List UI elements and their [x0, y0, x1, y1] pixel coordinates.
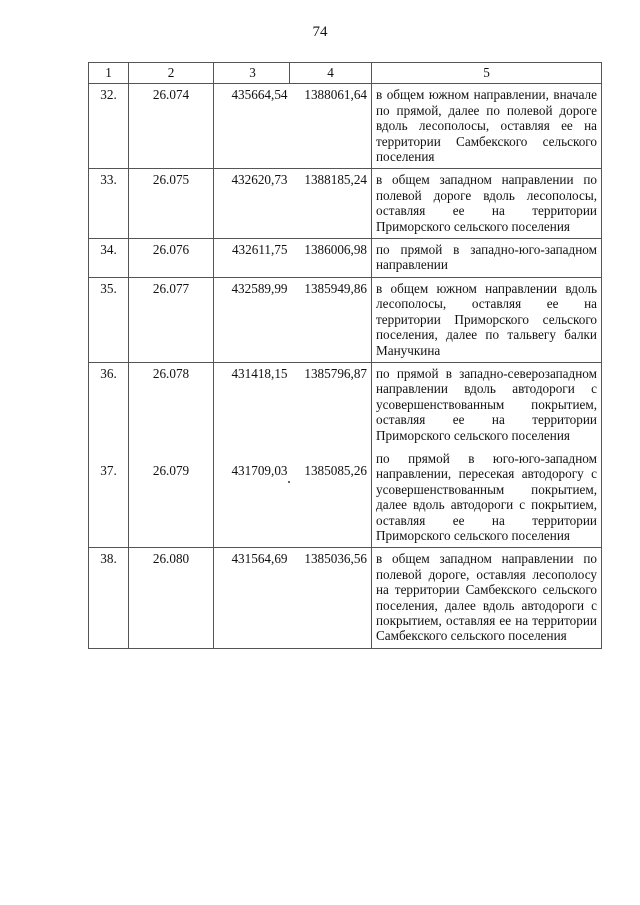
point-id: 26.080 — [129, 548, 214, 648]
boundary-table — [88, 62, 602, 649]
row-number: 34. — [89, 239, 129, 278]
header-col-4: 4 — [290, 63, 372, 84]
boundary-description: в общем южном направлении вдоль лесополосы, оставляя ее на территории Приморского сельского поселения, далее по тальвегу балки Манучкина — [372, 277, 602, 362]
point-id: 26.077 — [129, 277, 214, 362]
coord-y: 1385085,26 — [290, 447, 372, 548]
row-number: 35. — [89, 277, 129, 362]
coord-y: 1388185,24 — [290, 169, 372, 239]
coord-y: 1385796,87 — [290, 362, 372, 447]
coord-x: 431564,69 — [214, 548, 290, 648]
coord-y: 1385036,56 — [290, 548, 372, 648]
point-id: 26.078 — [129, 362, 214, 447]
header-col-1: 1 — [89, 63, 129, 84]
coord-y: 1386006,98 — [290, 239, 372, 278]
row-number: 33. — [89, 169, 129, 239]
coord-x: 431709,03 — [214, 447, 290, 548]
header-col-3: 3 — [214, 63, 290, 84]
boundary-description: по прямой в западно-северозападном направлении вдоль автодороги с усовершенствованным покрытием, оставляя ее на территории Приморского сельского поселения — [372, 362, 602, 447]
row-number: 37. — [89, 447, 129, 548]
table-row — [89, 277, 602, 362]
table-row — [89, 169, 602, 239]
boundary-description: в общем западном направлении по полевой дороге вдоль лесополосы, оставляя ее на территории Приморского сельского поселения — [372, 169, 602, 239]
point-id: 26.075 — [129, 169, 214, 239]
table-row — [89, 548, 602, 648]
row-number: 36. — [89, 362, 129, 447]
point-id: 26.076 — [129, 239, 214, 278]
scan-speck — [288, 481, 290, 483]
table-header-row — [89, 63, 602, 84]
point-id: 26.074 — [129, 84, 214, 169]
point-id: 26.079 — [129, 447, 214, 548]
boundary-description: в общем южном направлении, вначале по прямой, далее по полевой дороге вдоль лесополосы, оставляя ее на территории Самбекского сельского поселения — [372, 84, 602, 169]
row-number: 32. — [89, 84, 129, 169]
boundary-description: в общем западном направлении по полевой дороге, оставляя лесополосу на территории Самбекского сельского поселения, далее вдоль автодороги с покрытием, оставляя ее на территории Самбекского сельского поселения — [372, 548, 602, 648]
header-col-5: 5 — [372, 63, 602, 84]
table-row — [89, 239, 602, 278]
table-row — [89, 447, 602, 548]
coord-x: 431418,15 — [214, 362, 290, 447]
coord-x: 435664,54 — [214, 84, 290, 169]
boundary-description: по прямой в юго-юго-западном направлении, пересекая автодорогу с усовершенствованным покрытием, далее вдоль автодороги с покрытием, оставляя ее на территории Приморского сельского поселения — [372, 447, 602, 548]
coord-x: 432620,73 — [214, 169, 290, 239]
page-number: 74 — [312, 24, 328, 40]
row-number: 38. — [89, 548, 129, 648]
header-col-2: 2 — [129, 63, 214, 84]
table-row — [89, 362, 602, 447]
table-row — [89, 84, 602, 169]
coord-x: 432611,75 — [214, 239, 290, 278]
coord-y: 1388061,64 — [290, 84, 372, 169]
coord-y: 1385949,86 — [290, 277, 372, 362]
coord-x: 432589,99 — [214, 277, 290, 362]
boundary-description: по прямой в западно-юго-западном направлении — [372, 239, 602, 278]
